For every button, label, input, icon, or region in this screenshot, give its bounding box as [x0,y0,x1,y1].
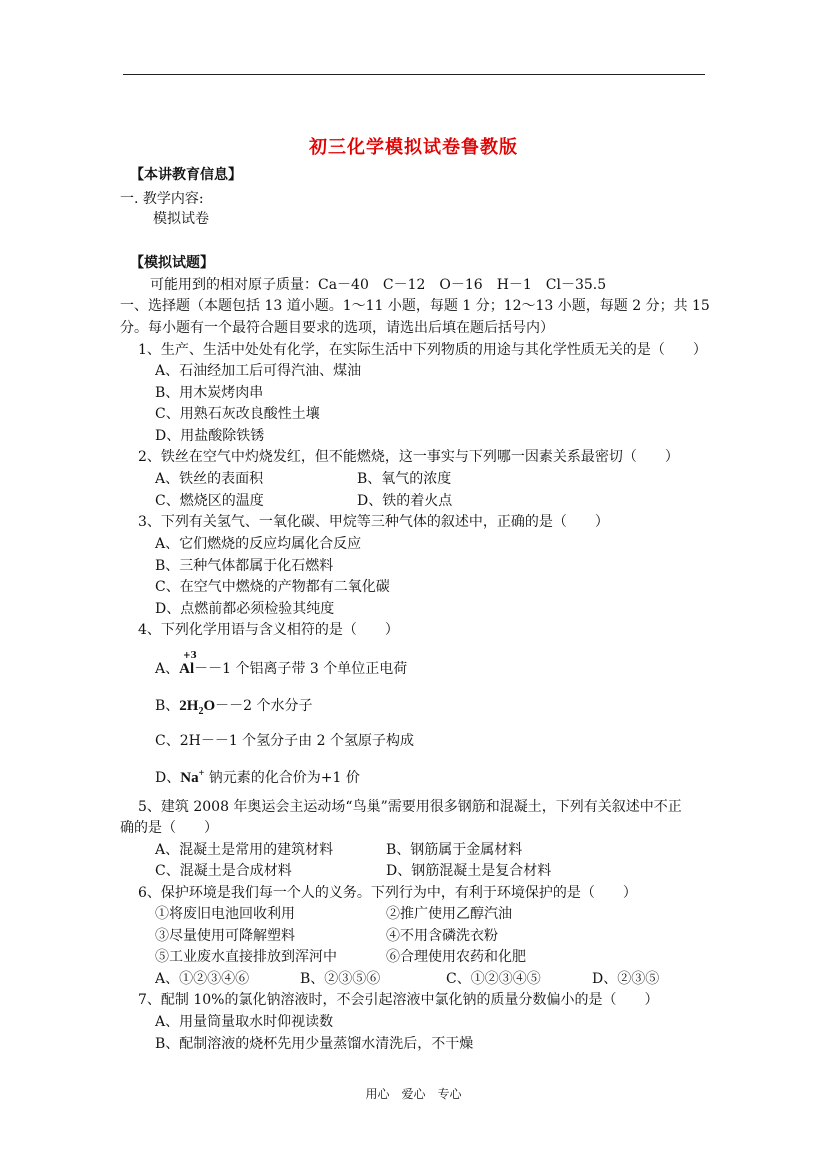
q1-option-b: B、用木炭烤肉串 [155,385,264,401]
q6-choice-6: ⑥合理使用农药和化肥 [386,949,526,965]
water-formula-subscript: 2 [198,706,204,717]
sodium-ion [180,770,204,786]
part1-instructions-line2: 分。每小题有一个最符合题目要求的选项，请选出后填在题后括号内） [120,320,554,336]
q6-choice-2: ②推广使用乙醇汽油 [386,906,512,922]
q1-option-d: D、用盐酸除铁锈 [155,428,265,444]
q1-stem: 1、生产、生活中处处有化学，在实际生活中下列物质的用途与其化学性质无关的是（ ） [138,342,707,358]
q1-option-a: A、石油经加工后可得汽油、煤油 [155,363,362,379]
aluminum-symbol: Al [179,661,195,677]
q6-option-a: A、①②③④⑥ [155,971,250,987]
aluminum-charge-superscript: +3 [183,651,197,661]
q4-option-a [155,659,407,679]
q2-option-b: B、氧气的浓度 [357,471,452,487]
q5-option-d: D、钢筋混凝土是复合材料 [386,863,552,879]
q4-option-d-text: 钠元素的化合价为+1 价 [208,770,360,786]
q4-option-b-text: －－2 个水分子 [215,698,313,714]
q6-choice-1: ①将废旧电池回收利用 [155,906,295,922]
teaching-content-detail: 模拟试卷 [153,211,209,227]
q4-option-c: C、2H－－1 个氢分子由 2 个氢原子构成 [155,733,414,749]
q5-option-b: B、钢筋属于金属材料 [386,842,523,858]
water-formula [179,698,216,717]
q6-choice-3: ③尽量使用可降解塑料 [155,928,295,944]
section-heading-info: 【本讲教育信息】 [130,167,242,183]
q4-option-b [155,696,313,722]
atomic-masses: 可能用到的相对原子质量：Ca－40 C－12 O－16 H－1 Cl－35.5 [150,277,607,293]
q3-option-d: D、点燃前都必须检验其纯度 [155,601,335,617]
q4-stem: 4、下列化学用语与含义相符的是（ ） [138,622,399,638]
water-formula-end: O [203,698,216,714]
q7-option-b: B、配制溶液的烧杯先用少量蒸馏水清洗后，不干燥 [155,1036,474,1052]
q6-stem: 6、保护环境是我们每一个人的义务。下列行为中，有利于环境保护的是（ ） [138,885,637,901]
q3-option-b: B、三种气体都属于化石燃料 [155,558,334,574]
q7-stem: 7、配制 10%的氯化钠溶液时，不会引起溶液中氯化钠的质量分数偏小的是（ ） [138,992,659,1008]
sodium-charge: + [198,768,205,779]
q2-option-d: D、铁的着火点 [357,493,453,509]
q6-choice-4: ④不用含磷洗衣粉 [386,928,498,944]
sodium-symbol: Na [180,770,199,786]
q6-option-d: D、②③⑤ [592,971,660,987]
q2-stem: 2、铁丝在空气中灼烧发红，但不能燃烧，这一事实与下列哪一因素关系最密切（ ） [138,449,679,465]
q4-option-a-text: －－1 个铝离子带 3 个单位正电荷 [194,661,408,677]
header-rule [123,74,705,75]
q5-option-c: C、混凝土是合成材料 [155,863,292,879]
q4-option-b-prefix: B、 [155,698,180,714]
q3-stem: 3、下列有关氢气、一氧化碳、甲烷等三种气体的叙述中，正确的是（ ） [138,514,609,530]
q1-option-c: C、用熟石灰改良酸性土壤 [155,406,320,422]
q6-option-b: B、②③⑤⑥ [300,971,381,987]
document-title: 初三化学模拟试卷鲁教版 [309,137,518,158]
q4-option-a-prefix: A、 [155,661,180,677]
q3-option-c: C、在空气中燃烧的产物都有二氧化碳 [155,579,390,595]
q6-choice-5: ⑤工业废水直接排放到浑河中 [155,949,337,965]
teaching-content-label: 一. 教学内容: [120,191,204,207]
q4-option-d [155,764,360,788]
q4-option-d-prefix: D、 [155,770,181,786]
q5-stem-line1: 5、建筑 2008 年奥运会主运动场“鸟巢”需要用很多钢筋和混凝土，下列有关叙述中不正 [138,799,682,815]
q2-option-c: C、燃烧区的温度 [155,493,264,509]
page-footer: 用心 爱心 专心 [365,1087,462,1101]
q2-option-a: A、铁丝的表面积 [155,471,264,487]
q7-option-a: A、用量筒量取水时仰视读数 [155,1014,334,1030]
q5-stem-line2: 确的是（ ） [120,820,218,836]
q6-option-c: C、①②③④⑤ [446,971,541,987]
part1-instructions-line1: 一、选择题（本题包括 13 道小题。1～11 小题，每题 1 分；12～13 小题，每题 2 分；共 15 [120,298,710,314]
q5-option-a: A、混凝土是常用的建筑材料 [155,842,334,858]
q3-option-a: A、它们燃烧的反应均属化合反应 [155,536,362,552]
section-heading-exam: 【模拟试题】 [130,255,214,271]
water-formula-main: 2H [179,698,199,714]
